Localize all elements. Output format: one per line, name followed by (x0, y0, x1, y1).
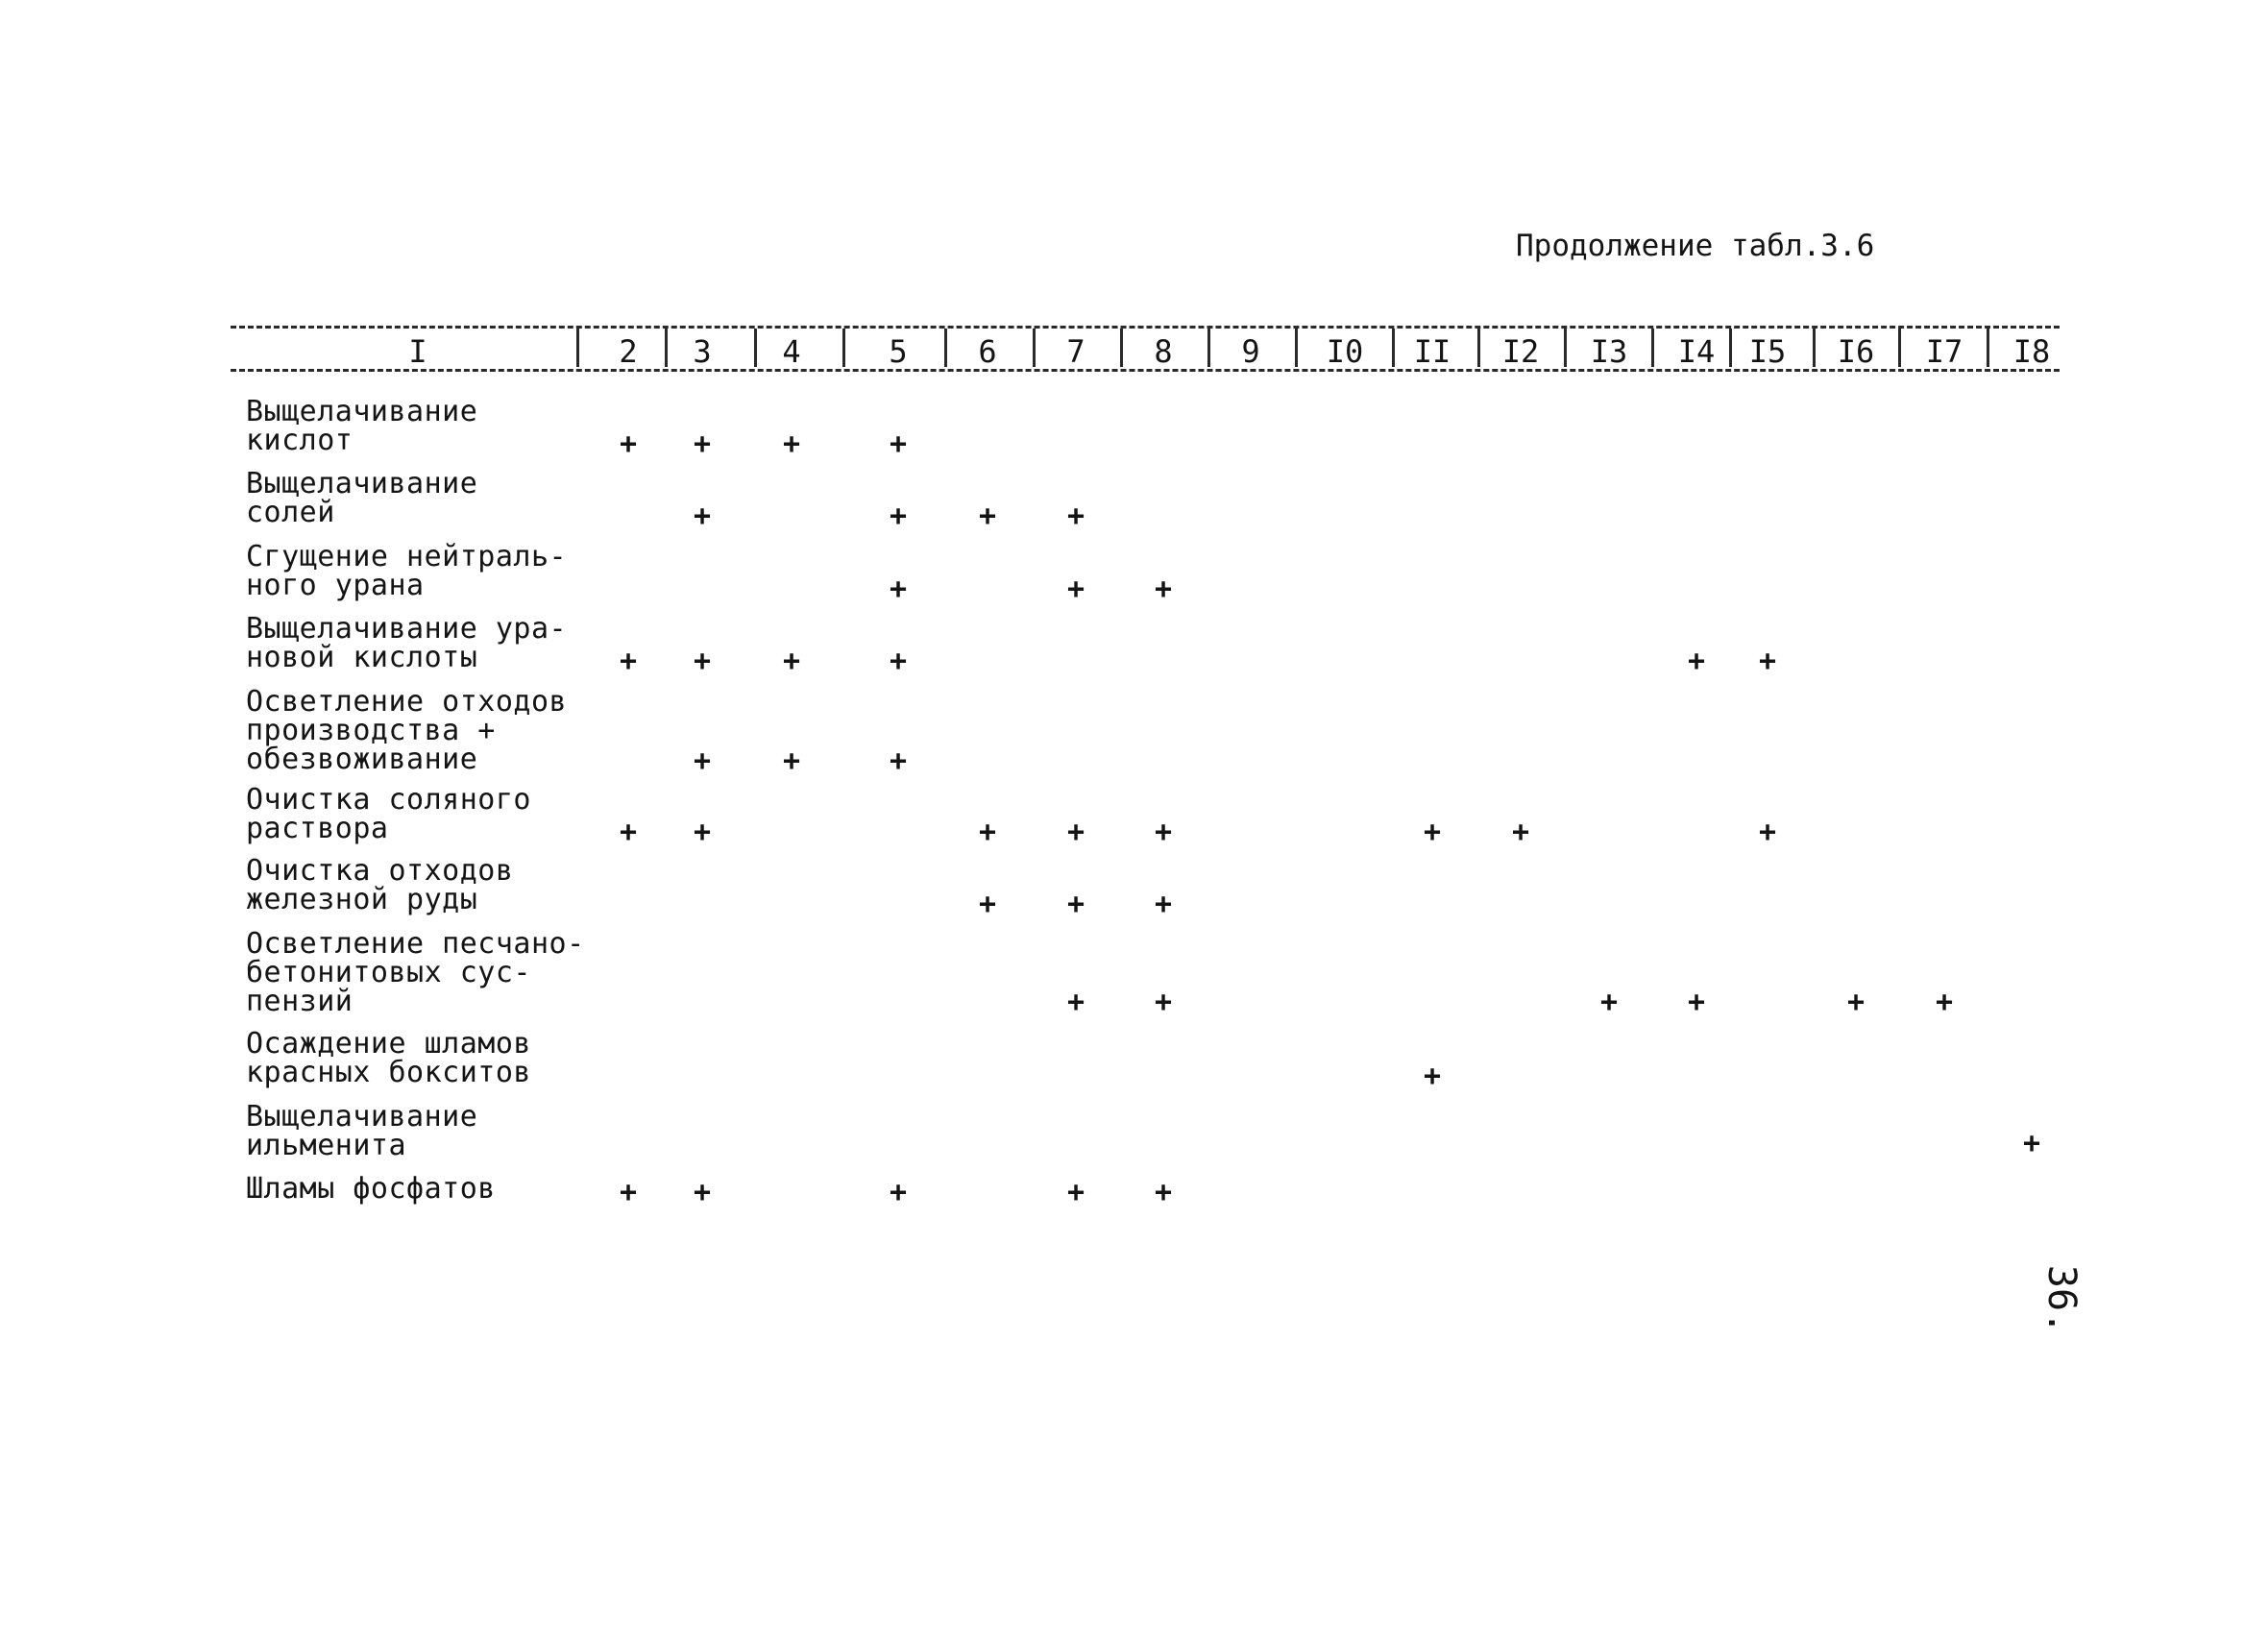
table-mark: + (1423, 1060, 1442, 1093)
table-mark: + (619, 427, 638, 461)
table-mark: + (1423, 816, 1442, 849)
table-mark: + (889, 500, 908, 533)
table-mark: + (693, 1176, 712, 1209)
column-header-4: 4 (782, 333, 801, 370)
table-mark: + (782, 427, 801, 461)
table-mark: + (1154, 1176, 1173, 1209)
column-header-6: 6 (978, 333, 997, 370)
table-mark: + (889, 645, 908, 678)
header-bottom-rule (231, 369, 2060, 372)
table-mark: + (978, 500, 997, 533)
row-label: Шламы фосфатов (246, 1172, 496, 1206)
table-caption: Продолжение табл.3.6 (1516, 229, 1875, 263)
column-header-14: I4 (1677, 333, 1716, 370)
column-header-18: I8 (2012, 333, 2051, 370)
column-header-16: I6 (1837, 333, 1875, 370)
column-header-9: 9 (1241, 333, 1260, 370)
table-mark: + (693, 427, 712, 461)
column-header-15: I5 (1748, 333, 1787, 370)
table-mark: + (978, 888, 997, 921)
table-mark: + (1758, 645, 1777, 678)
table-mark: + (693, 816, 712, 849)
column-separator (1392, 329, 1395, 367)
column-separator (1477, 329, 1480, 367)
table-mark: + (693, 645, 712, 678)
table-mark: + (1687, 986, 1706, 1019)
table-mark: + (1066, 1176, 1085, 1209)
column-header-2: 2 (619, 333, 638, 370)
table-mark: + (1154, 888, 1173, 921)
column-separator (1987, 329, 1989, 367)
table-mark: + (889, 573, 908, 606)
column-header-3: 3 (693, 333, 712, 370)
table-mark: + (1599, 986, 1619, 1019)
column-separator (1564, 329, 1567, 367)
row-label: Выщелачивание ильменита (246, 1100, 478, 1162)
table-mark: + (1154, 986, 1173, 1019)
table-mark: + (1066, 573, 1085, 606)
row-label: Осветление песчано- бетонитовых сус- пензий (246, 927, 585, 1018)
table-mark: + (889, 1176, 908, 1209)
table-mark: + (619, 1176, 638, 1209)
row-label: Очистка отходов железной руды (246, 854, 514, 916)
column-header-11: II (1413, 333, 1451, 370)
row-label: Выщелачивание ура- новой кислоты (246, 612, 568, 674)
row-label: Выщелачивание кислот (246, 395, 478, 457)
column-separator (1033, 329, 1036, 367)
column-separator (1207, 329, 1210, 367)
column-separator (665, 329, 668, 367)
table-mark: + (1511, 816, 1530, 849)
table-mark: + (1687, 645, 1706, 678)
table-mark: + (1154, 816, 1173, 849)
table-mark: + (693, 744, 712, 778)
table-mark: + (2022, 1127, 2041, 1160)
column-header-10: I0 (1326, 333, 1364, 370)
column-separator (1651, 329, 1654, 367)
table-mark: + (693, 500, 712, 533)
column-separator (1898, 329, 1901, 367)
column-header-1: I (408, 333, 427, 370)
row-label: Осаждение шламов красных бокситов (246, 1027, 531, 1089)
column-header-13: I3 (1590, 333, 1628, 370)
table-mark: + (889, 744, 908, 778)
table-mark: + (1066, 816, 1085, 849)
row-label: Осветление отходов производства + обезвоживание (246, 685, 568, 776)
column-header-8: 8 (1154, 333, 1173, 370)
table-mark: + (782, 744, 801, 778)
column-separator (842, 329, 845, 367)
table-mark: + (782, 645, 801, 678)
column-separator (1295, 329, 1298, 367)
table-mark: + (978, 816, 997, 849)
row-label: Выщелачивание солей (246, 467, 478, 529)
table-mark: + (1066, 888, 1085, 921)
column-header-17: I7 (1925, 333, 1963, 370)
column-separator (754, 329, 757, 367)
table-mark: + (1066, 500, 1085, 533)
page-number: 36. (2039, 1264, 2085, 1335)
column-header-12: I2 (1501, 333, 1540, 370)
row-label: Очистка соляного раствора (246, 783, 531, 845)
column-separator (1813, 329, 1816, 367)
row-label: Сгущение нейтраль- ного урана (246, 540, 568, 602)
table-mark: + (619, 816, 638, 849)
column-header-5: 5 (889, 333, 908, 370)
header-top-rule (231, 326, 2060, 329)
table-mark: + (1154, 573, 1173, 606)
column-header-7: 7 (1066, 333, 1085, 370)
table-mark: + (1935, 986, 1954, 1019)
table-mark: + (619, 645, 638, 678)
table-mark: + (1066, 986, 1085, 1019)
table-mark: + (1758, 816, 1777, 849)
table-mark: + (1846, 986, 1866, 1019)
column-separator (576, 329, 579, 367)
column-separator (1120, 329, 1123, 367)
table-mark: + (889, 427, 908, 461)
column-separator (944, 329, 947, 367)
column-separator (1729, 329, 1732, 367)
